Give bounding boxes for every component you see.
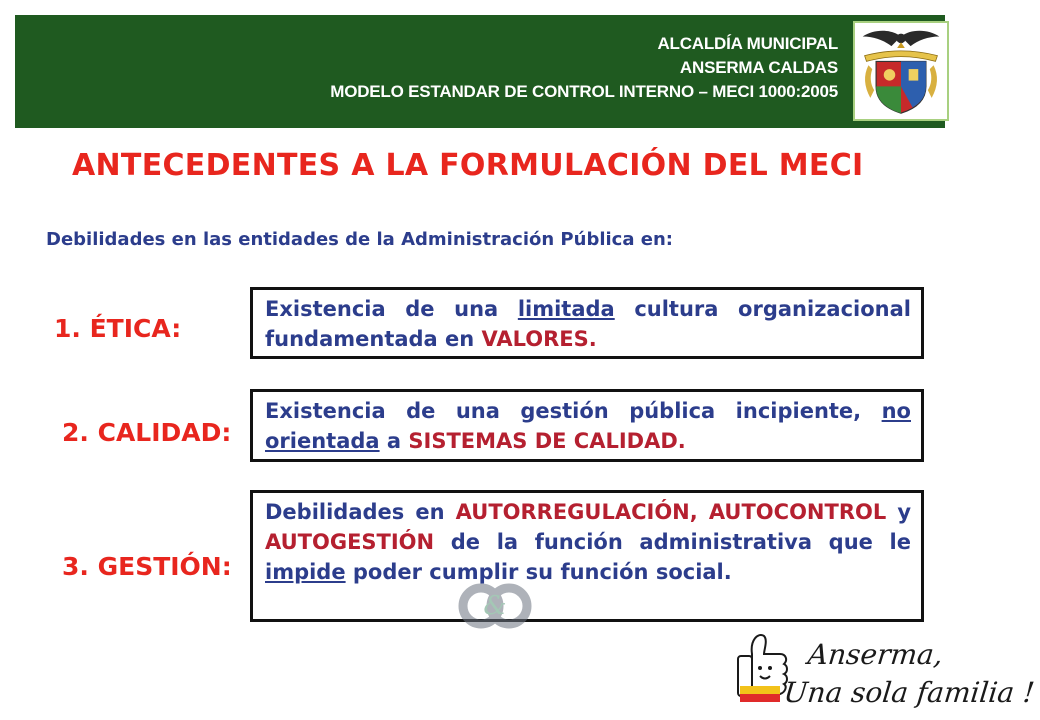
text-box-gestion: [250, 490, 924, 622]
box-text: [698, 500, 709, 524]
box-highlight-text: AUTOCONTROL: [708, 500, 887, 524]
slogan-line-2: Una sola familia !: [782, 676, 1037, 709]
box-underlined-text: limitada: [517, 297, 615, 321]
slogan-line-1: Anserma,: [806, 638, 945, 671]
item-label-gestion: 3. GESTIÓN:: [62, 552, 232, 581]
box-text: a: [379, 429, 409, 453]
box-text: Existencia de una: [265, 297, 518, 321]
box-text: poder cumplir su función social.: [345, 560, 732, 584]
box-text: y: [886, 500, 912, 524]
box-text: de la función administrativa que le: [434, 530, 911, 554]
box-highlight-text: VALORES.: [481, 327, 597, 351]
box-underlined-text: no orientada: [265, 399, 911, 453]
header-line-3: MODELO ESTANDAR DE CONTROL INTERNO – MECI 1000:2005: [330, 82, 838, 101]
item-label-calidad: 2. CALIDAD:: [62, 418, 232, 447]
text-box-etica: [250, 287, 924, 359]
slide-title: ANTECEDENTES A LA FORMULACIÓN DEL MECI: [72, 148, 864, 183]
box-text: Debilidades en: [265, 500, 456, 524]
box-underlined-text: impide: [265, 560, 346, 584]
box-highlight-text: SISTEMAS DE CALIDAD.: [408, 429, 686, 453]
watermark-logo-icon: [455, 584, 535, 630]
header-line-2: ANSERMA CALDAS: [679, 58, 838, 77]
svg-text:&: &: [483, 591, 507, 621]
header-text: [330, 32, 838, 104]
slogan: [782, 636, 1040, 712]
box-text: Existencia de una gestión pública incipiente,: [265, 399, 882, 423]
box-highlight-text: AUTORREGULACIÓN,: [455, 500, 698, 524]
box-highlight-text: AUTOGESTIÓN: [265, 530, 435, 554]
header-line-1: ALCALDÍA MUNICIPAL: [657, 34, 838, 53]
box-text: cultura organizacional fundamentada en: [265, 297, 911, 351]
text-box-calidad: [250, 389, 924, 462]
item-label-etica: 1. ÉTICA:: [54, 314, 182, 343]
header-banner: [15, 15, 945, 128]
coat-of-arms-icon: [853, 21, 949, 121]
intro-text: Debilidades en las entidades de la Administración Pública en:: [46, 229, 673, 250]
